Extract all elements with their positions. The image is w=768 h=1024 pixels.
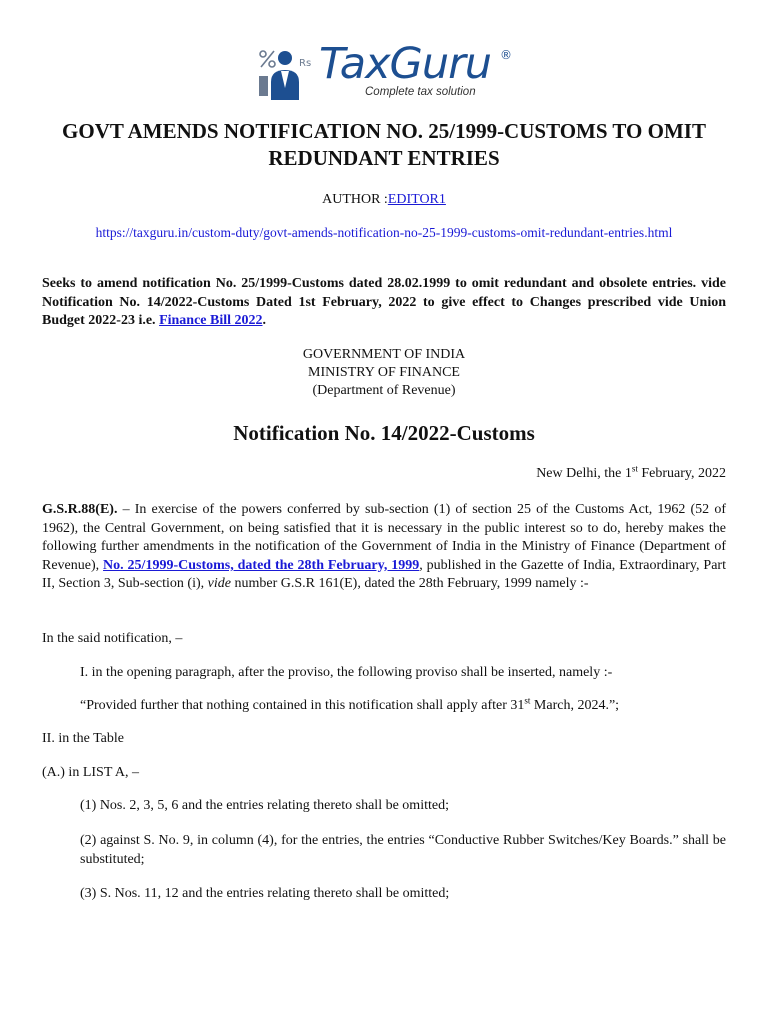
- gsr-paragraph: [42, 501, 726, 594]
- proviso-prefix: “Provided further that nothing contained in this notification shall apply after 31: [80, 698, 525, 713]
- sub-item-1: (1) Nos. 2, 3, 5, 6 and the entries relating thereto shall be omitted;: [80, 798, 449, 813]
- proviso-sup: st: [524, 695, 531, 706]
- finance-bill-link[interactable]: Finance Bill 2022: [159, 313, 263, 329]
- brand-name: TaxGuru: [319, 39, 492, 89]
- proviso-suffix: March, 2024.”;: [530, 698, 620, 713]
- article-url[interactable]: https://taxguru.in/custom-duty/govt-amends-notification-no-25-1999-customs-omit-redundant-entries.html: [95, 225, 673, 240]
- date-sup: st: [631, 463, 638, 474]
- gsr-text-3: number G.S.R 161(E), dated the 28th February, 1999 namely :-: [230, 576, 589, 592]
- gsr-text-2: , published in the Gazette of India, Extraordinary, Part II, Section 3, Sub-section (i),: [42, 557, 726, 592]
- item-i: I. in the opening paragraph, after the proviso, the following proviso shall be inserted, namely :-: [80, 665, 613, 680]
- dateline: [536, 463, 726, 482]
- summary-end: .: [262, 313, 267, 329]
- summary-text: Seeks to amend notification No. 25/1999-Customs dated 28.02.1999 to omit redundant and obsolete entries. vide Notification No. 14/2022-Customs Dated 1st February, 2022 to give effect to Changes prescribed vide Union Budget 2022-23 i.e.: [42, 276, 726, 329]
- issuer-ministry: MINISTRY OF FINANCE: [308, 365, 460, 381]
- registered-mark: ®: [500, 48, 512, 62]
- date-suffix: February, 2022: [637, 466, 726, 481]
- taxguru-emblem-icon: [255, 44, 315, 100]
- brand-tagline: Complete tax solution: [365, 86, 476, 98]
- summary-paragraph: [42, 275, 726, 331]
- author-label: AUTHOR :: [322, 192, 388, 207]
- gsr-label: G.S.R.88(E).: [42, 502, 118, 517]
- item-ii: II. in the Table: [42, 731, 124, 746]
- date-prefix: New Delhi, the 1: [536, 466, 632, 481]
- said-notification-line: In the said notification, –: [42, 631, 183, 646]
- gsr-vide: vide: [207, 576, 231, 592]
- taxguru-logo[interactable]: [255, 40, 515, 102]
- issuer-department: (Department of Revenue): [312, 383, 456, 399]
- svg-text:Rs: Rs: [299, 58, 312, 69]
- item-a: (A.) in LIST A, –: [42, 765, 139, 780]
- author-link[interactable]: EDITOR1: [387, 192, 446, 207]
- notification-title: Notification No. 14/2022-Customs: [233, 421, 535, 445]
- author-line: [0, 192, 768, 208]
- proviso-line: [80, 697, 619, 716]
- sub-item-2: (2) against S. No. 9, in column (4), for the entries, the entries “Conductive Rubber Switches/Key Boards.” shall be substituted;: [80, 833, 726, 867]
- notification-25-1999-link[interactable]: No. 25/1999-Customs, dated the 28th February, 1999: [103, 557, 420, 573]
- sub-item-3: (3) S. Nos. 11, 12 and the entries relating thereto shall be omitted;: [80, 886, 450, 901]
- article-title: GOVT AMENDS NOTIFICATION NO. 25/1999-CUSTOMS TO OMIT REDUNDANT ENTRIES: [62, 119, 706, 170]
- gsr-text-1: – In exercise of the powers conferred by sub-section (1) of section 25 of the Customs Act, 1962 (52 of 1962), the Central Government, on being satisfied that it is necessary in the public interest so to do, hereby makes the following further amendments in the notification of the Government of India in the Ministry of Finance (Department of Revenue),: [42, 502, 726, 573]
- issuer-government: GOVERNMENT OF INDIA: [302, 347, 466, 362]
- issuer-block: [0, 346, 768, 401]
